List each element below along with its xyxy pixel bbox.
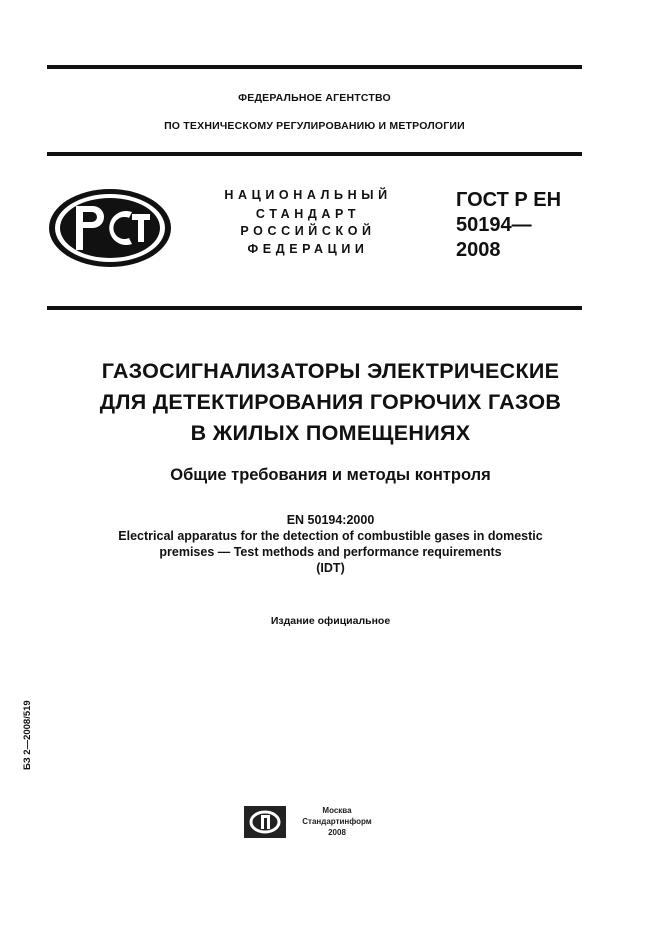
publisher-year: 2008	[328, 828, 346, 837]
national-line-3: РОССИЙСКОЙ	[240, 224, 376, 238]
subtitle: Общие требования и методы контроля	[170, 466, 491, 484]
en-title-line-2: premises — Test methods and performance requirements	[159, 545, 502, 559]
upper-rule	[47, 152, 582, 156]
national-line-4: ФЕДЕРАЦИИ	[247, 242, 369, 256]
gost-line-1: ГОСТ Р ЕН	[456, 189, 562, 211]
title-line-1: ГАЗОСИГНАЛИЗАТОРЫ ЭЛЕКТРИЧЕСКИЕ	[101, 359, 560, 383]
title-line-3: В ЖИЛЫХ ПОМЕЩЕНИЯХ	[190, 421, 471, 445]
standartinform-logo-icon	[244, 806, 286, 838]
national-line-2: СТАНДАРТ	[255, 207, 361, 221]
rst-logo-icon	[46, 186, 174, 270]
publisher-city: Москва	[322, 806, 352, 815]
gost-line-2: 50194—	[456, 214, 532, 236]
top-rule	[47, 65, 582, 69]
agency-line-1: ФЕДЕРАЛЬНОЕ АГЕНТСТВО	[238, 92, 391, 104]
gost-line-3: 2008	[456, 239, 501, 261]
publisher-name: Стандартинформ	[302, 817, 372, 826]
national-line-1: НАЦИОНАЛЬНЫЙ	[224, 188, 392, 202]
en-title-line-1: Electrical apparatus for the detection of combustible gases in domestic	[118, 529, 543, 543]
edition-label: Издание официальное	[270, 615, 391, 627]
lower-rule	[47, 306, 582, 310]
en-code: EN 50194:2000	[286, 513, 375, 527]
en-idt: (IDT)	[316, 561, 345, 575]
side-code: БЗ 2—2008/519	[22, 700, 33, 770]
agency-line-2: ПО ТЕХНИЧЕСКОМУ РЕГУЛИРОВАНИЮ И МЕТРОЛОГИИ	[164, 120, 465, 132]
title-line-2: ДЛЯ ДЕТЕКТИРОВАНИЯ ГОРЮЧИХ ГАЗОВ	[99, 390, 562, 414]
